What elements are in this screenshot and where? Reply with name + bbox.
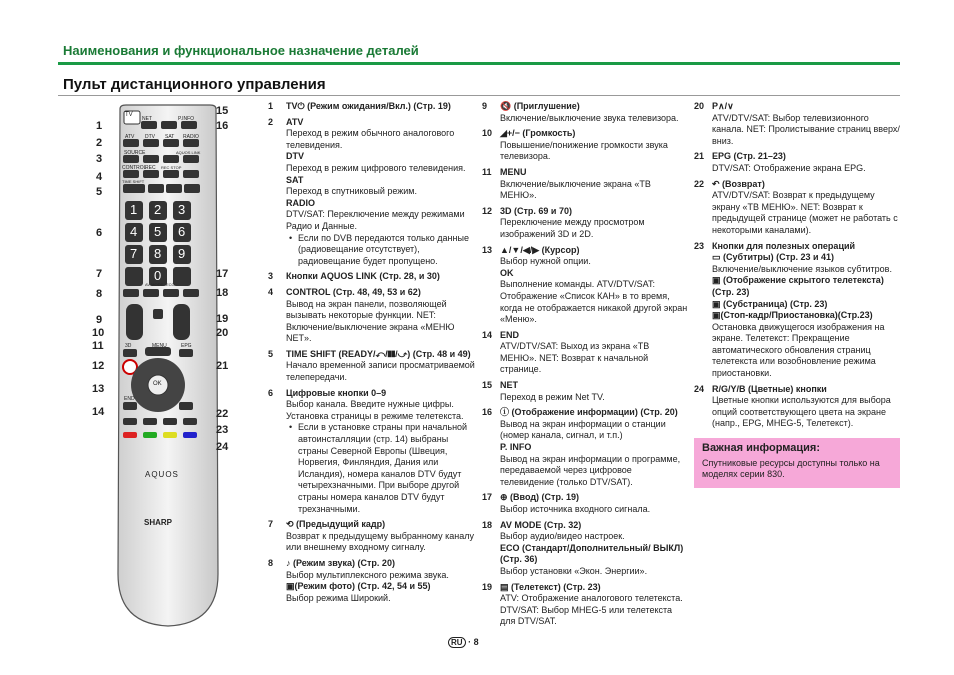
remote-label-dtv: DTV: [145, 134, 155, 140]
item-number: 7: [268, 519, 274, 530]
desc-item: [268, 287, 476, 345]
callout-8: 8: [96, 288, 103, 300]
item-heading: END: [500, 329, 520, 340]
item-text: Возврат к предыдущему выбранному каналу или внешнему входному сигналу.: [286, 530, 474, 553]
item-heading: ◢+/− (Громкость): [500, 128, 576, 139]
item-heading: ATV: [286, 116, 304, 127]
desc-item: [482, 245, 688, 268]
desc-item: [268, 233, 476, 268]
desc-item: [482, 128, 688, 163]
remote-label-end: END: [124, 396, 135, 402]
item-heading: DTV: [286, 151, 304, 162]
callout-9: 9: [96, 314, 103, 326]
item-heading: MENU: [500, 166, 527, 177]
section-header: Наименования и функциональное назначение деталей: [63, 43, 419, 58]
desc-item: [482, 543, 688, 578]
digit-6: 6: [178, 224, 186, 239]
item-text: Цветные кнопки используются для выбора опций соответствующего цвета на экране (напр., EPG, MHEG-5, Телетекст).: [712, 395, 891, 429]
item-heading: ▣ (Отображение скрытого телетекста) (Стр. 23): [712, 275, 884, 297]
callout-5: 5: [96, 186, 103, 198]
desc-item: [482, 268, 688, 326]
remote-label-control: CONTROL: [122, 165, 147, 171]
item-number: 3: [268, 271, 274, 282]
desc-item: [694, 179, 900, 237]
description-column-1: [268, 101, 476, 604]
item-heading: ▤ (Телетекст) (Стр. 23): [500, 581, 601, 592]
remote-label-atv: ATV: [125, 134, 135, 140]
callout-21: 21: [216, 360, 229, 372]
item-heading: ▣(Стоп-кадр/Приостановка)(Стр.23): [712, 310, 873, 321]
item-number: 16: [482, 407, 493, 418]
item-heading: ⓘ (Отображение информации) (Стр. 20): [500, 407, 678, 418]
item-text: Включение/выключение языков субтитров.: [712, 263, 892, 274]
digit-3: 3: [178, 202, 186, 217]
item-number: 17: [482, 492, 493, 503]
important-info-title: Важная информация:: [702, 442, 820, 455]
desc-item: [268, 558, 476, 581]
item-number: 6: [268, 387, 274, 398]
digit-5: 5: [154, 224, 162, 239]
desc-item: [268, 271, 476, 283]
item-bullet: • Если по DVB передаются только данные (радиовещание отсутствует), радиовещание будет пропущено.: [286, 233, 476, 268]
remote-label-radio: RADIO: [183, 134, 199, 140]
desc-item: [268, 101, 476, 113]
item-text: Переход в режим обычного аналогового телевидения.: [286, 128, 455, 150]
item-number: 22: [694, 178, 705, 189]
item-heading: P∧/∨: [712, 101, 734, 111]
title-rule: [58, 95, 900, 96]
desc-item: [694, 101, 900, 147]
desc-item: [268, 175, 476, 198]
item-text: DTV/SAT: Отображение экрана EPG.: [712, 162, 866, 173]
desc-item: [482, 206, 688, 241]
remote-label-eco: ECO: [166, 282, 175, 287]
desc-item: [694, 384, 900, 430]
remote-label-source: SOURCE: [124, 150, 146, 156]
item-number: 19: [482, 581, 493, 592]
callout-6: 6: [96, 227, 103, 239]
item-number: 9: [482, 101, 488, 111]
language-badge: RU: [448, 637, 466, 648]
callout-14: 14: [92, 406, 105, 418]
callout-3: 3: [96, 153, 103, 165]
desc-item: [482, 407, 688, 442]
desc-item: [482, 167, 688, 202]
remote-label-avmode: AV MODE: [145, 282, 164, 287]
remote-label-recstop: REC STOP: [161, 165, 182, 170]
item-text: ATV/DTV/SAT: Возврат к предыдущему экрану «ТВ МЕНЮ». NET: Возврат к предыдущей странице (может не работать с некоторыми каналами).: [712, 190, 898, 235]
item-number: 18: [482, 519, 493, 530]
desc-item: [268, 519, 476, 554]
callout-20: 20: [216, 327, 229, 339]
item-heading: Цифровые кнопки 0–9: [286, 387, 387, 398]
brand-aquos: AQUOS: [145, 470, 179, 479]
callout-23: 23: [216, 424, 229, 436]
item-number: 1: [268, 101, 274, 111]
remote-label-ok: OK: [153, 381, 162, 387]
callout-24: 24: [216, 441, 229, 453]
item-heading: ⊕ (Ввод) (Стр. 19): [500, 492, 579, 503]
digit-9: 9: [178, 246, 186, 261]
item-number: 11: [482, 166, 492, 177]
remote-label-sat: SAT: [165, 134, 175, 140]
desc-item: [694, 310, 900, 380]
item-text: Повышение/понижение громкости звука телевизора.: [500, 139, 668, 162]
desc-item: [268, 117, 476, 152]
remote-label-tv: TV: [125, 112, 133, 118]
item-text: Переход в режим Net TV.: [500, 391, 605, 402]
page-title: Пульт дистанционного управления: [63, 76, 326, 93]
item-heading: ▭ (Субтитры) (Стр. 23 и 41): [712, 252, 835, 263]
remote-label-pinfo: P.INFO: [178, 116, 195, 122]
callout-17: 17: [216, 268, 229, 280]
item-heading: ⟲ (Предыдущий кадр): [286, 519, 386, 530]
desc-item: [482, 330, 688, 376]
item-heading: 🔇 (Приглушение): [500, 101, 580, 111]
desc-item: [694, 299, 900, 311]
item-text: Выбор установки «Экон. Энергии».: [500, 565, 648, 576]
item-number: 20: [694, 101, 705, 111]
item-heading: 3D (Стр. 69 и 70): [500, 205, 572, 216]
item-text: Выбор канала. Введите нужные цифры. Установка страницы в режиме телетекста.: [286, 399, 464, 421]
item-heading: CONTROL (Стр. 48, 49, 53 и 62): [286, 286, 421, 297]
callout-18: 18: [216, 287, 229, 299]
digit-0: 0: [154, 268, 162, 283]
item-heading: ECO (Стандарт/Дополнительный/ ВЫКЛ) (Стр. 36): [500, 542, 684, 565]
item-heading: NET: [500, 380, 518, 391]
item-number: 12: [482, 205, 493, 216]
description-column-3: [694, 101, 900, 488]
callout-13: 13: [92, 383, 105, 395]
item-bullet: • Если в установке страны при начальной автоинсталляции (стр. 14) выбраны страны Северной Европы (Швеция, Норвегия, Финляндия, Дания или Исландия), номера каналов DTV будут четырехзначными. При выборе другой страны номера каналов DTV будут трехзначными.: [286, 422, 476, 515]
callout-16: 16: [216, 120, 229, 132]
digit-4: 4: [130, 224, 138, 239]
item-heading: AV MODE (Стр. 32): [500, 519, 582, 530]
callout-22: 22: [216, 408, 229, 420]
remote-label-menu: MENU: [152, 343, 167, 349]
item-heading: TIME SHIFT (READY/⤺/❚❚/⤻) (Стр. 48 и 49): [286, 348, 471, 359]
item-number: 15: [482, 380, 493, 391]
column-3-items: [694, 101, 900, 430]
desc-item: [694, 252, 900, 275]
item-heading: R/G/Y/B (Цветные) кнопки: [712, 383, 827, 394]
remote-label-rec: REC: [145, 165, 156, 171]
remote-label-timeshift: TIME SHIFT: [122, 179, 145, 184]
item-text: Выбор мультиплексного режима звука.: [286, 569, 449, 580]
desc-item: [482, 380, 688, 403]
item-text: ATV: Отображение аналогового телетекста. DTV/SAT: Выбор MHEG-5 или телетекста для DTV/SAT.: [500, 593, 683, 627]
remote-label-net: NET: [142, 116, 152, 122]
desc-item: [482, 582, 688, 628]
item-number: 23: [694, 240, 705, 251]
item-text: Вывод на экран информации о станции (номер канала, сигнал, и т.п.): [500, 418, 666, 441]
item-text: Вывод на экран информации о программе, передаваемой через цифровое телевидение (только DTV/SAT).: [500, 453, 681, 487]
remote-label-epg: EPG: [181, 343, 192, 349]
item-number: 14: [482, 329, 493, 340]
desc-item: [268, 349, 476, 384]
item-text: Начало временной записи просматриваемой телепередачи.: [286, 360, 475, 383]
item-heading: RADIO: [286, 197, 315, 208]
item-text: ATV/DTV/SAT: Выбор телевизионного канала. NET: Пролистывание страниц вверх/ вниз.: [712, 112, 900, 146]
desc-item: [482, 492, 688, 515]
callout-4: 4: [96, 171, 103, 183]
callout-7: 7: [96, 268, 103, 280]
callout-1: 1: [96, 120, 103, 132]
item-text: Выбор нужной опции.: [500, 256, 591, 267]
desc-item: [694, 275, 900, 298]
desc-item: [482, 442, 688, 488]
callout-2: 2: [96, 137, 103, 149]
item-heading: ♪ (Режим звука) (Стр. 20): [286, 557, 395, 568]
remote-label-aquos-link: AQUOS LINK: [176, 150, 201, 155]
header-rule: [58, 62, 900, 65]
desc-item: [694, 241, 900, 253]
item-heading: ↶ (Возврат): [712, 178, 765, 189]
item-number: 21: [694, 151, 705, 162]
item-text: Выбор источника входного сигнала.: [500, 504, 651, 514]
callout-10: 10: [92, 327, 105, 339]
digit-2: 2: [154, 202, 162, 217]
item-number: 13: [482, 244, 493, 255]
digit-8: 8: [154, 246, 162, 261]
item-text: Выполнение команды. ATV/DTV/SAT: Отображение «Список КАН» в то время, когда не отображается никакой другой экран «Меню».: [500, 279, 688, 325]
page-number: [448, 637, 479, 648]
item-heading: TV⏻ (Режим ожидания/Вкл.) (Стр. 19): [286, 101, 451, 111]
item-heading: EPG (Стр. 21–23): [712, 151, 786, 162]
item-heading: Кнопки AQUOS LINK (Стр. 28, и 30): [286, 271, 440, 282]
desc-item: [268, 151, 476, 174]
desc-item: [482, 101, 688, 124]
callout-12: 12: [92, 360, 105, 372]
item-number: 24: [694, 383, 705, 394]
item-text: Выбор аудио/видео настроек.: [500, 531, 625, 542]
item-heading: OK: [500, 267, 514, 278]
item-text: Остановка движущегося изображения на экране. Телетекст: Прекращение автоматического обновления страниц телетекста или возобновление режима приостановки.: [712, 321, 885, 379]
desc-item: [268, 388, 476, 423]
callout-11: 11: [92, 340, 104, 352]
item-heading: Кнопки для полезных операций: [712, 240, 856, 251]
digit-1: 1: [130, 202, 138, 217]
item-heading: ▣(Режим фото) (Стр. 42, 54 и 55): [286, 581, 431, 592]
item-heading: ▲/▼/◀/▶ (Курсор): [500, 244, 580, 255]
item-text: Переход в спутниковый режим.: [286, 186, 417, 197]
desc-item: [268, 198, 476, 233]
item-number: 10: [482, 128, 493, 139]
brand-sharp: SHARP: [144, 518, 173, 527]
description-column-2: [482, 101, 688, 628]
item-heading: ▣ (Субстраница) (Стр. 23): [712, 298, 828, 309]
callout-19: 19: [216, 313, 229, 325]
item-number: 5: [268, 348, 274, 359]
item-text: ATV/DTV/SAT: Выход из экрана «ТВ МЕНЮ». NET: Возврат к начальной странице.: [500, 341, 650, 375]
item-text: DTV/SAT: Переключение между режимами Радио и Данные.: [286, 209, 465, 231]
item-text: Переход в режим цифрового телевидения.: [286, 162, 466, 173]
item-heading: SAT: [286, 174, 304, 185]
item-text: Включение/выключение звука телевизора.: [500, 112, 679, 123]
item-text: Переключение между просмотром изображений 3D и 2D.: [500, 217, 645, 239]
item-number: 2: [268, 116, 274, 127]
callout-15: 15: [216, 105, 229, 117]
desc-item: [482, 520, 688, 543]
page-number-text: · 8: [468, 637, 479, 647]
item-text: Вывод на экран панели, позволяющей вызывать некоторые функции. NET: Включение/выключение экрана «МЕНЮ NET».: [286, 298, 455, 344]
important-info-box: [694, 438, 900, 488]
desc-item: [268, 422, 476, 515]
important-info-text: Спутниковые ресурсы доступны только на моделях серии 830.: [702, 457, 880, 480]
item-number: 4: [268, 286, 274, 297]
item-text: Включение/выключение экрана «ТВ МЕНЮ».: [500, 178, 651, 201]
item-text: Выбор режима Широкий.: [286, 592, 391, 603]
digit-7: 7: [130, 246, 138, 261]
item-number: 8: [268, 557, 274, 568]
desc-item: [268, 581, 476, 604]
desc-item: [694, 151, 900, 174]
remote-label-3d: 3D: [125, 343, 132, 349]
item-heading: P. INFO: [500, 442, 532, 453]
